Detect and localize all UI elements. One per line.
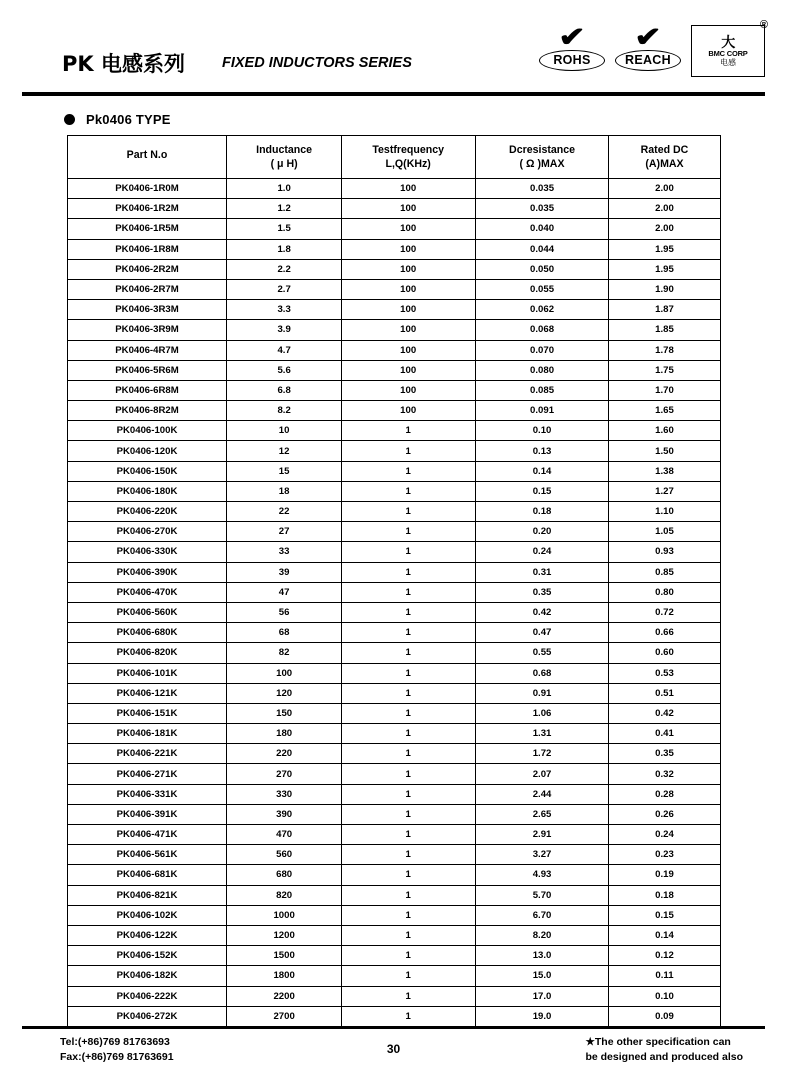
cell-rated-dc: 0.72 <box>609 602 720 622</box>
check-icon: ✔ <box>634 22 662 52</box>
reach-badge <box>615 24 681 71</box>
cell-part-no: PK0406-2R2M <box>67 259 227 279</box>
column-header-part-no <box>67 136 227 179</box>
cell-testfrequency: 1 <box>341 623 475 643</box>
cell-testfrequency: 1 <box>341 502 475 522</box>
cell-rated-dc: 0.51 <box>609 683 720 703</box>
cell-dcresistance: 0.10 <box>475 421 609 441</box>
cell-part-no: PK0406-120K <box>67 441 227 461</box>
cell-rated-dc: 0.24 <box>609 825 720 845</box>
cell-part-no: PK0406-150K <box>67 461 227 481</box>
logo-company-name: BMC CORP <box>708 48 748 58</box>
table-row <box>67 320 720 340</box>
cell-inductance: 22 <box>227 502 341 522</box>
cell-part-no: PK0406-221K <box>67 744 227 764</box>
cell-part-no: PK0406-330K <box>67 542 227 562</box>
cell-rated-dc: 1.38 <box>609 461 720 481</box>
cell-testfrequency: 100 <box>341 179 475 199</box>
cell-inductance: 1200 <box>227 925 341 945</box>
table-row <box>67 946 720 966</box>
cell-dcresistance: 0.55 <box>475 643 609 663</box>
cell-testfrequency: 100 <box>341 360 475 380</box>
cell-inductance: 1000 <box>227 905 341 925</box>
cell-part-no: PK0406-561K <box>67 845 227 865</box>
cell-dcresistance: 0.47 <box>475 623 609 643</box>
cell-part-no: PK0406-390K <box>67 562 227 582</box>
table-row <box>67 683 720 703</box>
column-header-rated-dc <box>609 136 720 179</box>
cell-testfrequency: 1 <box>341 461 475 481</box>
cell-testfrequency: 1 <box>341 865 475 885</box>
table-row <box>67 562 720 582</box>
cell-part-no: PK0406-1R5M <box>67 219 227 239</box>
cell-inductance: 100 <box>227 663 341 683</box>
cell-part-no: PK0406-391K <box>67 804 227 824</box>
cell-inductance: 12 <box>227 441 341 461</box>
cell-inductance: 10 <box>227 421 341 441</box>
section-label: Pk0406 TYPE <box>86 112 171 127</box>
cell-part-no: PK0406-101K <box>67 663 227 683</box>
table-row <box>67 542 720 562</box>
cell-inductance: 5.6 <box>227 360 341 380</box>
cell-testfrequency: 1 <box>341 845 475 865</box>
cell-testfrequency: 1 <box>341 441 475 461</box>
table-row <box>67 885 720 905</box>
cell-testfrequency: 1 <box>341 421 475 441</box>
cell-rated-dc: 0.14 <box>609 925 720 945</box>
logo-mark-icon: 大 <box>721 33 735 50</box>
table-row <box>67 401 720 421</box>
footer-divider <box>22 1026 765 1029</box>
cell-rated-dc: 0.26 <box>609 804 720 824</box>
cell-inductance: 680 <box>227 865 341 885</box>
cell-testfrequency: 100 <box>341 401 475 421</box>
cell-dcresistance: 5.70 <box>475 885 609 905</box>
cell-part-no: PK0406-470K <box>67 582 227 602</box>
cell-inductance: 120 <box>227 683 341 703</box>
certification-badges <box>539 19 768 77</box>
cell-part-no: PK0406-3R9M <box>67 320 227 340</box>
cell-inductance: 27 <box>227 522 341 542</box>
cell-part-no: PK0406-271K <box>67 764 227 784</box>
cell-testfrequency: 1 <box>341 582 475 602</box>
table-row <box>67 441 720 461</box>
cell-dcresistance: 0.35 <box>475 582 609 602</box>
table-row <box>67 380 720 400</box>
cell-inductance: 330 <box>227 784 341 804</box>
cell-testfrequency: 1 <box>341 602 475 622</box>
cell-testfrequency: 1 <box>341 784 475 804</box>
cell-dcresistance: 0.14 <box>475 461 609 481</box>
cell-part-no: PK0406-8R2M <box>67 401 227 421</box>
cell-part-no: PK0406-180K <box>67 481 227 501</box>
footer-note <box>585 1035 743 1065</box>
cell-dcresistance: 0.040 <box>475 219 609 239</box>
column-header-dcresistance <box>475 136 609 179</box>
cell-rated-dc: 1.85 <box>609 320 720 340</box>
cell-inductance: 150 <box>227 703 341 723</box>
cell-rated-dc: 1.65 <box>609 401 720 421</box>
cell-testfrequency: 100 <box>341 259 475 279</box>
cell-inductance: 390 <box>227 804 341 824</box>
cell-dcresistance: 0.050 <box>475 259 609 279</box>
column-header-line1: Dcresistance <box>509 143 576 156</box>
cell-dcresistance: 0.070 <box>475 340 609 360</box>
cell-inductance: 1.0 <box>227 179 341 199</box>
cell-dcresistance: 0.31 <box>475 562 609 582</box>
page-title-chinese: PK 电感系列 <box>62 52 185 76</box>
table-header-row <box>67 136 720 179</box>
cell-dcresistance: 1.31 <box>475 724 609 744</box>
column-header-line1: Part N.o <box>126 149 168 161</box>
page-footer <box>22 1026 765 1071</box>
cell-testfrequency: 100 <box>341 279 475 299</box>
cell-inductance: 820 <box>227 885 341 905</box>
cell-dcresistance: 0.085 <box>475 380 609 400</box>
cell-testfrequency: 1 <box>341 562 475 582</box>
cell-dcresistance: 0.20 <box>475 522 609 542</box>
cell-testfrequency: 100 <box>341 239 475 259</box>
table-row <box>67 582 720 602</box>
telephone: Tel:(+86)769 81763693 <box>60 1036 170 1048</box>
table-row <box>67 845 720 865</box>
cell-inductance: 3.3 <box>227 300 341 320</box>
table-row <box>67 421 720 441</box>
cell-inductance: 15 <box>227 461 341 481</box>
cell-rated-dc: 2.00 <box>609 219 720 239</box>
table-row <box>67 360 720 380</box>
bullet-icon <box>64 114 75 125</box>
cell-part-no: PK0406-6R8M <box>67 380 227 400</box>
cell-dcresistance: 15.0 <box>475 966 609 986</box>
cell-dcresistance: 1.06 <box>475 703 609 723</box>
cell-dcresistance: 0.091 <box>475 401 609 421</box>
column-header-line1: Rated DC <box>640 143 689 156</box>
cell-dcresistance: 13.0 <box>475 946 609 966</box>
cell-dcresistance: 0.035 <box>475 199 609 219</box>
cell-rated-dc: 1.95 <box>609 259 720 279</box>
cell-rated-dc: 1.87 <box>609 300 720 320</box>
cell-testfrequency: 1 <box>341 663 475 683</box>
cell-testfrequency: 1 <box>341 744 475 764</box>
cell-rated-dc: 0.60 <box>609 643 720 663</box>
cell-dcresistance: 2.65 <box>475 804 609 824</box>
cell-rated-dc: 0.66 <box>609 623 720 643</box>
cell-dcresistance: 17.0 <box>475 986 609 1006</box>
reach-label: REACH <box>615 50 681 71</box>
table-row <box>67 481 720 501</box>
cell-testfrequency: 100 <box>341 300 475 320</box>
cell-part-no: PK0406-820K <box>67 643 227 663</box>
cell-dcresistance: 3.27 <box>475 845 609 865</box>
cell-part-no: PK0406-5R6M <box>67 360 227 380</box>
cell-rated-dc: 1.90 <box>609 279 720 299</box>
cell-testfrequency: 1 <box>341 683 475 703</box>
column-header-inductance <box>227 136 341 179</box>
cell-rated-dc: 0.09 <box>609 1006 720 1026</box>
datasheet-page <box>0 14 787 1085</box>
cell-testfrequency: 1 <box>341 946 475 966</box>
table-row <box>67 199 720 219</box>
cell-part-no: PK0406-102K <box>67 905 227 925</box>
cell-part-no: PK0406-222K <box>67 986 227 1006</box>
cell-inductance: 39 <box>227 562 341 582</box>
cell-dcresistance: 4.93 <box>475 865 609 885</box>
cell-inductance: 8.2 <box>227 401 341 421</box>
fax: Fax:(+86)769 81763691 <box>60 1051 174 1063</box>
cell-rated-dc: 1.05 <box>609 522 720 542</box>
spec-table-body <box>67 179 720 1027</box>
cell-rated-dc: 1.95 <box>609 239 720 259</box>
cell-rated-dc: 1.70 <box>609 380 720 400</box>
cell-rated-dc: 0.35 <box>609 744 720 764</box>
cell-dcresistance: 0.91 <box>475 683 609 703</box>
cell-testfrequency: 1 <box>341 966 475 986</box>
cell-rated-dc: 0.23 <box>609 845 720 865</box>
cell-inductance: 2.2 <box>227 259 341 279</box>
table-row <box>67 1006 720 1026</box>
table-row <box>67 663 720 683</box>
spec-table-container <box>67 135 721 1027</box>
cell-dcresistance: 0.24 <box>475 542 609 562</box>
cell-testfrequency: 1 <box>341 825 475 845</box>
cell-dcresistance: 19.0 <box>475 1006 609 1026</box>
table-row <box>67 703 720 723</box>
cell-inductance: 2.7 <box>227 279 341 299</box>
cell-part-no: PK0406-4R7M <box>67 340 227 360</box>
cell-testfrequency: 1 <box>341 542 475 562</box>
cell-part-no: PK0406-100K <box>67 421 227 441</box>
cell-rated-dc: 0.19 <box>609 865 720 885</box>
footer-note-line1: ★The other specification can <box>585 1036 731 1048</box>
footer-note-line2: be designed and produced also <box>585 1051 743 1063</box>
cell-part-no: PK0406-151K <box>67 703 227 723</box>
column-header-line2: ( μ H) <box>270 157 298 170</box>
cell-rated-dc: 1.10 <box>609 502 720 522</box>
cell-part-no: PK0406-821K <box>67 885 227 905</box>
table-row <box>67 279 720 299</box>
cell-inductance: 1500 <box>227 946 341 966</box>
cell-dcresistance: 2.44 <box>475 784 609 804</box>
cell-inductance: 3.9 <box>227 320 341 340</box>
cell-inductance: 1.8 <box>227 239 341 259</box>
rohs-label: ROHS <box>539 50 605 71</box>
cell-rated-dc: 1.75 <box>609 360 720 380</box>
cell-part-no: PK0406-272K <box>67 1006 227 1026</box>
cell-part-no: PK0406-331K <box>67 784 227 804</box>
table-row <box>67 865 720 885</box>
cell-inductance: 470 <box>227 825 341 845</box>
cell-rated-dc: 0.80 <box>609 582 720 602</box>
section-heading <box>64 112 787 127</box>
cell-dcresistance: 0.055 <box>475 279 609 299</box>
column-header-line2: (A)MAX <box>645 157 684 170</box>
cell-part-no: PK0406-681K <box>67 865 227 885</box>
cell-testfrequency: 1 <box>341 724 475 744</box>
cell-part-no: PK0406-181K <box>67 724 227 744</box>
spec-table <box>67 135 721 1027</box>
cell-testfrequency: 1 <box>341 905 475 925</box>
cell-inductance: 220 <box>227 744 341 764</box>
cell-part-no: PK0406-220K <box>67 502 227 522</box>
table-row <box>67 986 720 1006</box>
cell-dcresistance: 0.18 <box>475 502 609 522</box>
cell-dcresistance: 0.68 <box>475 663 609 683</box>
cell-testfrequency: 100 <box>341 340 475 360</box>
cell-part-no: PK0406-560K <box>67 602 227 622</box>
cell-part-no: PK0406-152K <box>67 946 227 966</box>
cell-rated-dc: 0.11 <box>609 966 720 986</box>
column-header-line2: L,Q(KHz) <box>385 157 431 170</box>
cell-testfrequency: 1 <box>341 643 475 663</box>
cell-dcresistance: 1.72 <box>475 744 609 764</box>
cell-part-no: PK0406-2R7M <box>67 279 227 299</box>
table-row <box>67 300 720 320</box>
cell-dcresistance: 2.07 <box>475 764 609 784</box>
table-row <box>67 905 720 925</box>
table-row <box>67 643 720 663</box>
cell-testfrequency: 100 <box>341 320 475 340</box>
cell-rated-dc: 1.50 <box>609 441 720 461</box>
cell-part-no: PK0406-121K <box>67 683 227 703</box>
cell-dcresistance: 0.068 <box>475 320 609 340</box>
cell-inductance: 2200 <box>227 986 341 1006</box>
cell-testfrequency: 1 <box>341 1006 475 1026</box>
table-row <box>67 724 720 744</box>
company-logo <box>691 19 768 77</box>
cell-inductance: 82 <box>227 643 341 663</box>
cell-testfrequency: 1 <box>341 764 475 784</box>
table-row <box>67 522 720 542</box>
cell-part-no: PK0406-270K <box>67 522 227 542</box>
page-title-english: FIXED INDUCTORS SERIES <box>222 55 412 71</box>
cell-part-no: PK0406-680K <box>67 623 227 643</box>
cell-rated-dc: 0.15 <box>609 905 720 925</box>
cell-dcresistance: 6.70 <box>475 905 609 925</box>
cell-inductance: 18 <box>227 481 341 501</box>
cell-inductance: 180 <box>227 724 341 744</box>
cell-inductance: 56 <box>227 602 341 622</box>
table-row <box>67 966 720 986</box>
rohs-badge <box>539 24 605 71</box>
cell-rated-dc: 2.00 <box>609 199 720 219</box>
cell-part-no: PK0406-3R3M <box>67 300 227 320</box>
cell-inductance: 4.7 <box>227 340 341 360</box>
cell-rated-dc: 0.10 <box>609 986 720 1006</box>
cell-dcresistance: 0.035 <box>475 179 609 199</box>
cell-dcresistance: 0.13 <box>475 441 609 461</box>
cell-testfrequency: 1 <box>341 804 475 824</box>
table-row <box>67 623 720 643</box>
cell-testfrequency: 100 <box>341 219 475 239</box>
column-header-testfrequency <box>341 136 475 179</box>
cell-rated-dc: 0.42 <box>609 703 720 723</box>
cell-testfrequency: 1 <box>341 885 475 905</box>
cell-dcresistance: 0.062 <box>475 300 609 320</box>
cell-part-no: PK0406-471K <box>67 825 227 845</box>
table-row <box>67 925 720 945</box>
cell-dcresistance: 2.91 <box>475 825 609 845</box>
cell-rated-dc: 0.12 <box>609 946 720 966</box>
table-row <box>67 825 720 845</box>
table-row <box>67 602 720 622</box>
cell-rated-dc: 0.93 <box>609 542 720 562</box>
table-row <box>67 239 720 259</box>
logo-company-name-chinese: 电感 <box>720 57 736 67</box>
table-row <box>67 340 720 360</box>
page-header <box>22 14 768 96</box>
cell-rated-dc: 1.78 <box>609 340 720 360</box>
cell-testfrequency: 100 <box>341 199 475 219</box>
cell-inductance: 6.8 <box>227 380 341 400</box>
cell-part-no: PK0406-122K <box>67 925 227 945</box>
cell-inductance: 1800 <box>227 966 341 986</box>
cell-dcresistance: 0.42 <box>475 602 609 622</box>
cell-rated-dc: 0.18 <box>609 885 720 905</box>
cell-inductance: 47 <box>227 582 341 602</box>
table-row <box>67 804 720 824</box>
column-header-line1: Inductance <box>256 143 313 156</box>
cell-rated-dc: 1.27 <box>609 481 720 501</box>
table-row <box>67 764 720 784</box>
cell-dcresistance: 0.080 <box>475 360 609 380</box>
table-row <box>67 461 720 481</box>
table-row <box>67 744 720 764</box>
cell-testfrequency: 1 <box>341 703 475 723</box>
cell-inductance: 1.2 <box>227 199 341 219</box>
cell-dcresistance: 8.20 <box>475 925 609 945</box>
cell-part-no: PK0406-182K <box>67 966 227 986</box>
column-header-line2: ( Ω )MAX <box>519 157 565 170</box>
cell-part-no: PK0406-1R8M <box>67 239 227 259</box>
cell-rated-dc: 2.00 <box>609 179 720 199</box>
cell-part-no: PK0406-1R2M <box>67 199 227 219</box>
cell-testfrequency: 100 <box>341 380 475 400</box>
registered-trademark-icon: ® <box>759 19 768 31</box>
cell-rated-dc: 0.28 <box>609 784 720 804</box>
cell-testfrequency: 1 <box>341 481 475 501</box>
table-row <box>67 219 720 239</box>
cell-testfrequency: 1 <box>341 925 475 945</box>
cell-dcresistance: 0.044 <box>475 239 609 259</box>
table-row <box>67 179 720 199</box>
cell-rated-dc: 1.60 <box>609 421 720 441</box>
table-row <box>67 259 720 279</box>
cell-inductance: 1.5 <box>227 219 341 239</box>
page-number: 30 <box>386 1042 401 1056</box>
cell-rated-dc: 0.32 <box>609 764 720 784</box>
table-row <box>67 784 720 804</box>
column-header-line1: Testfrequency <box>372 143 444 156</box>
cell-part-no: PK0406-1R0M <box>67 179 227 199</box>
cell-testfrequency: 1 <box>341 986 475 1006</box>
cell-inductance: 560 <box>227 845 341 865</box>
table-row <box>67 502 720 522</box>
cell-inductance: 270 <box>227 764 341 784</box>
check-icon: ✔ <box>558 22 586 52</box>
cell-inductance: 68 <box>227 623 341 643</box>
header-divider <box>22 92 765 96</box>
cell-inductance: 2700 <box>227 1006 341 1026</box>
cell-testfrequency: 1 <box>341 522 475 542</box>
cell-rated-dc: 0.85 <box>609 562 720 582</box>
cell-rated-dc: 0.41 <box>609 724 720 744</box>
cell-dcresistance: 0.15 <box>475 481 609 501</box>
cell-inductance: 33 <box>227 542 341 562</box>
cell-rated-dc: 0.53 <box>609 663 720 683</box>
